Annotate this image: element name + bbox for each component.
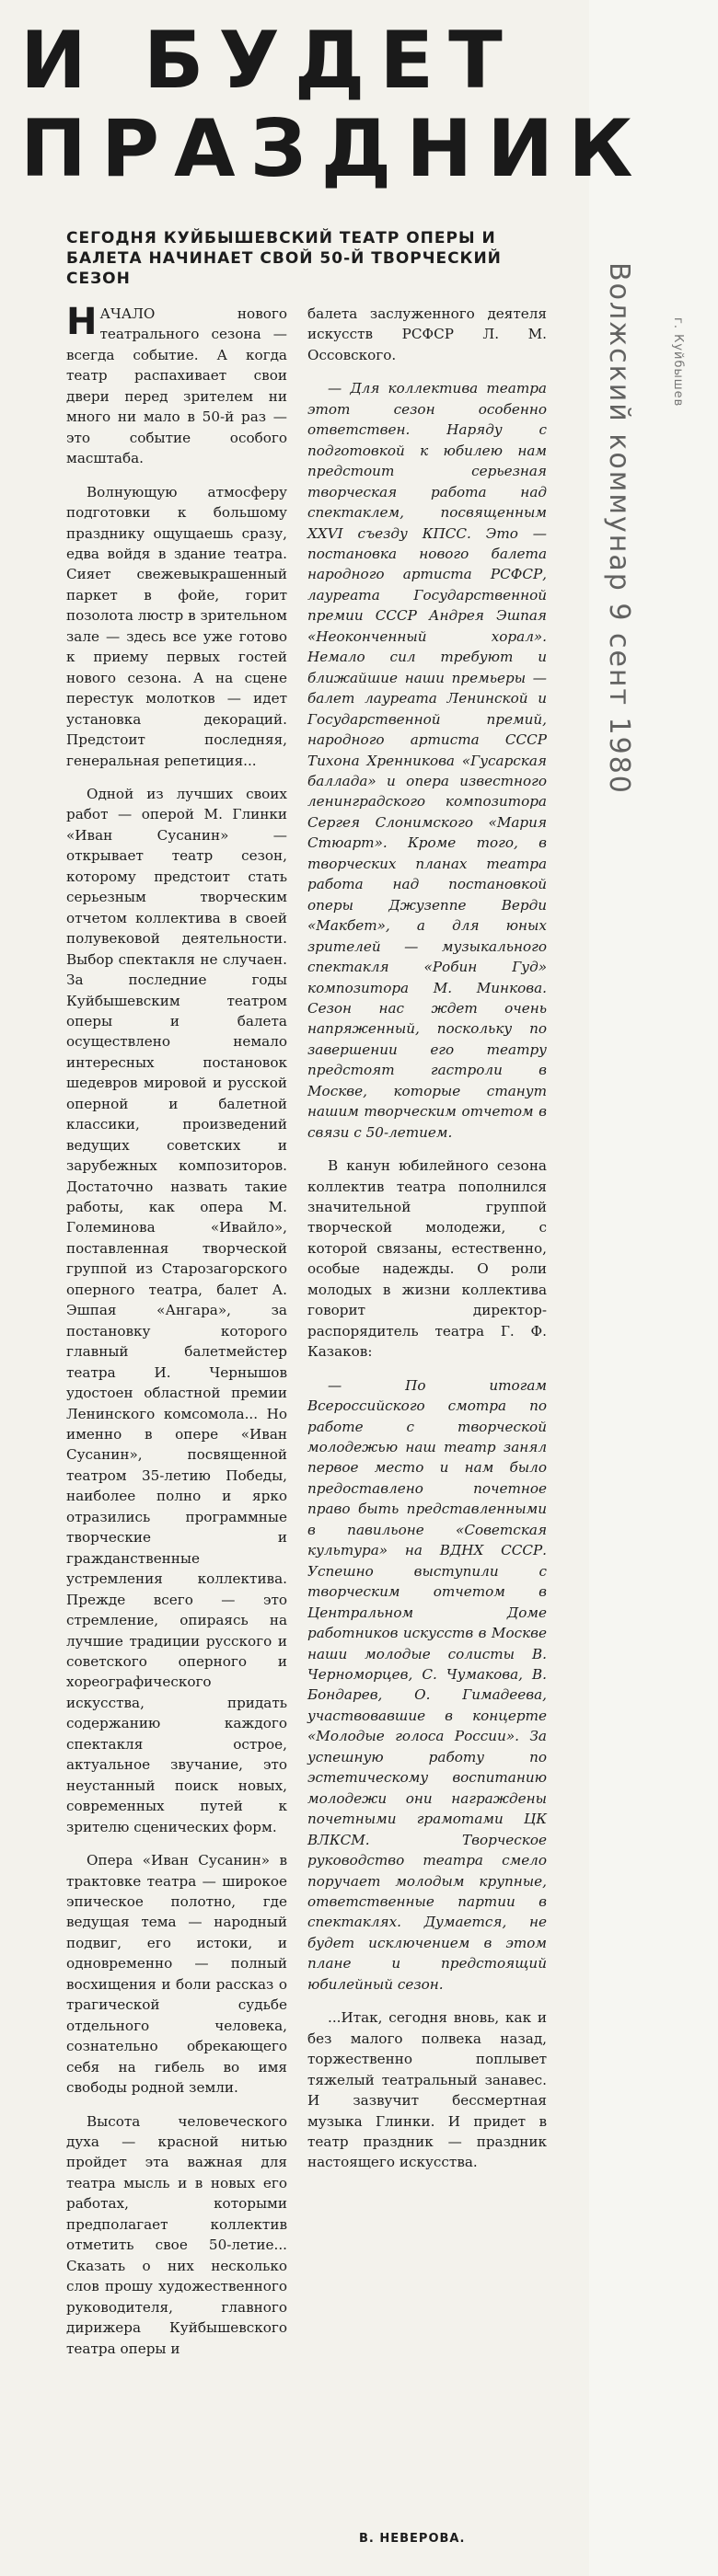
left-column [66, 301, 287, 2359]
body-paragraph-4: Опера «Иван Сусанин» в трактовке театра — широкое эпическое полотно, где ведущая тема — народный подвиг, его истоки, и одновременно — полный восхищения и боли рассказ о трагической судьбе отдельного человека, сознательно обрекающего себя на гибель во имя свободы родной земли. [66, 1852, 287, 2097]
author-signature: В. НЕВЕРОВА. [359, 2532, 466, 2546]
quote-ossovsky: — Для коллектива театра этот сезон особенно ответствен. Наряду с подготовкой к юбилею нам предстоит серьезная творческая работа над спектаклем, посвященным XXVI съезду КПСС. Это — постановка нового балета народного артиста РСФСР, лауреата Государственной премии СССР Андрея Эшпая «Неоконченный хорал». Немало сил требуют и ближайшие наши премьеры — балет лауреата Ленинской и Государственной премий, народного артиста СССР Тихона Хренникова «Гусарская баллада» и опера известного ленинградского композитора Сергея Слонимского «Мария Стюарт». Кроме того, в творческих планах театра работа над постановкой оперы Джузеппе Верди «Макбет», а для юных зрителей — музыкального спектакля «Робин Гуд» композитора М. Минкова. Сезон нас ждет очень напряженный, поскольку по завершении его театру предстоят гастроли в Москве, которые станут нашим творческим отчетом в связи с 50-летием. [307, 380, 547, 1141]
stamp-city: г. Куйбышев [671, 317, 685, 408]
body-paragraph-3: Одной из лучших своих работ — оперой М. Глинки «Иван Сусанин» — открывает театр сезон, которому предстоит стать серьезным творческим отчетом коллектива в своей полувековой деятельности. Выбор спектакля не случаен. За последние годы Куйбышевским театром оперы и балета осуществлено немало интересных постановок шедевров мировой и русской оперной и балетной классики, произведений ведущих советских и зарубежных композиторов. Достаточно назвать такие работы, как опера М. Големинова «Ивайло», поставленная творческой группой из Старозагорского оперного театра, балет А. Эшпая «Ангара», за постановку которого главный балетмейстер театра И. Чернышов удостоен областной премии Ленинского комсомола... Но именно в опере «Иван Сусанин», посвященной театром 35-летию Победы, наиболее полно и ярко отразились программные творческие и гражданственные устремления коллектива. Прежде всего — это стремление, опираясь на лучшие традиции русского и советского оперного и хореографического искусства, придать содержанию каждого спектакля острое, актуальное звучание, это неустанный поиск новых, современных путей к зрителю сценических форм. [66, 785, 287, 1835]
right-lead-paragraph: балета заслуженного деятеля искусств РСФСР Л. М. Оссовского. [307, 305, 547, 363]
closing-paragraph: ...Итак, сегодня вновь, как и без малого полвека назад, торжественно поплывет тяжелый театральный занавес. И зазвучит бессмертная музыка Глинки. И придет в театр праздник — праздник настоящего искусства. [307, 2009, 547, 2171]
article-lead: СЕГОДНЯ КУЙБЫШЕВСКИЙ ТЕАТР ОПЕРЫ И БАЛЕТА НАЧИНАЕТ СВОЙ 50-Й ТВОРЧЕСКИЙ СЕЗОН [66, 229, 502, 288]
newspaper-source-stamp [603, 262, 685, 795]
right-column [307, 304, 547, 2173]
body-paragraph-2: Волнующую атмосферу подготовки к большому празднику ощущаешь сразу, едва войдя в здание театра. Сияет свежевыкрашенный паркет в фойе, горит позолота люстр в зрительном зале — здесь все уже готово к приему первых гостей нового сезона. А на сцене перестук молотков — идет установка декораций. Предстоит последняя, генеральная репетиция... [66, 483, 287, 769]
quote-kazakov: — По итогам Всероссийского смотра по работе с творческой молодежью наш театр занял первое место и нам было предоставлено почетное право быть представленными в павильоне «Советская культура» на ВДНХ СССР. Успешно выступили с творческим отчетом в Центральном Доме работников искусств в Москве наши молодые солисты В. Черноморцев, С. Чумакова, В. Бондарев, О. Гимадеева, участвовавшие в концерте «Молодые голоса России». За успешную работу по эстетическому воспитанию молодежи они награждены почетными грамотами ЦК ВЛКСМ. Творческое руководство театра смело поручает молодым крупные, ответственные партии в спектаклях. Думается, не будет исключением в этом плане и предстоящий юбилейный сезон. [307, 1376, 547, 1993]
body-paragraph-1 [66, 301, 287, 469]
article-headline: И БУДЕТ ПРАЗДНИК [20, 15, 648, 195]
body-paragraph-1-text: АЧАЛО нового театрального сезона — всегда событие. А когда театр распахивает свои двери перед зрителем ни много ни мало в 50-й раз — это событие особого масштаба. [66, 305, 287, 467]
body-paragraph-youth: В канун юбилейного сезона коллектив театра пополнился значительной группой творческой молодежи, с которой связаны, естественно, особые надежды. О роли молодых в жизни коллектива говорит директор-распорядитель театра Г. Ф. Казаков: [307, 1157, 547, 1361]
drop-cap: Н [66, 301, 98, 343]
body-paragraph-5: Высота человеческого духа — красной нитью пройдет эта важная для театра мысль и в новых его работах, которыми предполагает коллектив отметить свое 50-летие... Сказать о них несколько слов прошу художественного руководителя, главного дирижера Куйбышевского театра оперы и [66, 2112, 287, 2357]
stamp-text: Волжский коммунар 9 сент 1980 [603, 262, 635, 795]
